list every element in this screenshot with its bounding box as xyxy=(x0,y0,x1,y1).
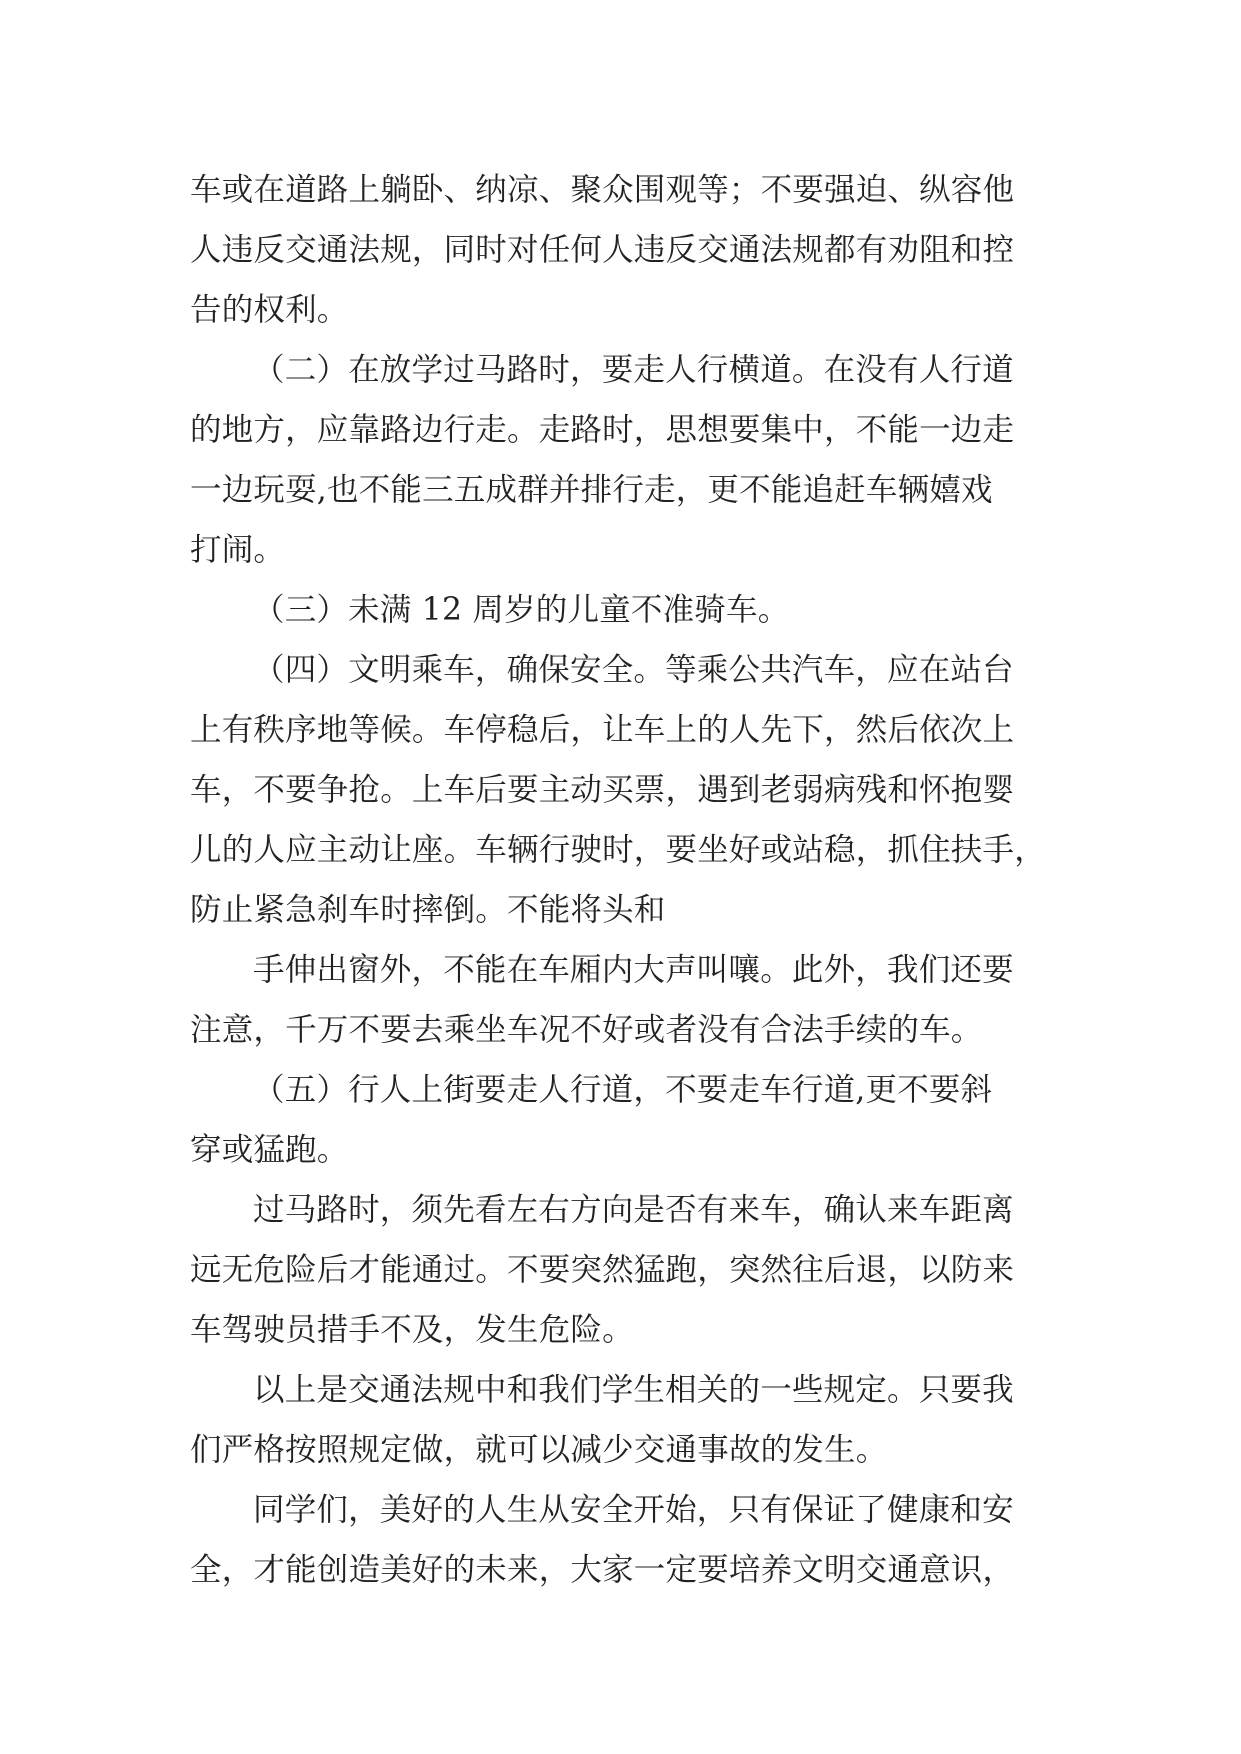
text-line: 打闹。 xyxy=(190,532,286,568)
text-line: 穿或猛跑。 xyxy=(190,1132,349,1168)
text-line: 车驾驶员措手不及，发生危险。 xyxy=(190,1312,634,1348)
text-line: （四）文明乘车，确保安全。等乘公共汽车，应在站台 xyxy=(253,652,1014,688)
document-body xyxy=(190,160,1060,1600)
text-line: 远无危险后才能通过。不要突然猛跑，突然往后退，以防来 xyxy=(190,1252,1015,1288)
text-line: 告的权利。 xyxy=(190,292,349,328)
text-line: 以上是交通法规中和我们学生相关的一些规定。只要我 xyxy=(253,1372,1014,1408)
text-line: 上有秩序地等候。车停稳后，让车上的人先下，然后依次上 xyxy=(190,712,1015,748)
text-line: 同学们，美好的人生从安全开始，只有保证了健康和安 xyxy=(253,1492,1014,1528)
text-line: 过马路时，须先看左右方向是否有来车，确认来车距离 xyxy=(253,1192,1014,1228)
text-line: 车，不要争抢。上车后要主动买票，遇到老弱病残和怀抱婴 xyxy=(190,772,1015,808)
text-line: 的地方，应靠路边行走。走路时，思想要集中，不能一边走 xyxy=(190,412,1015,448)
text-line: （五）行人上街要走人行道，不要走车行道,更不要斜 xyxy=(253,1072,993,1108)
text-line: 一边玩耍,也不能三五成群并排行走，更不能追赶车辆嬉戏 xyxy=(190,472,993,508)
text-line: 人违反交通法规，同时对任何人违反交通法规都有劝阻和控 xyxy=(190,232,1015,268)
text-line: （二）在放学过马路时，要走人行横道。在没有人行道 xyxy=(253,352,1014,388)
text-line: 全，才能创造美好的未来，大家一定要培养文明交通意识， xyxy=(190,1552,1015,1588)
text-line: （三）未满 12 周岁的儿童不准骑车。 xyxy=(253,592,790,628)
text-line: 儿的人应主动让座。车辆行驶时，要坐好或站稳，抓住扶手， xyxy=(190,832,1046,868)
text-line: 手伸出窗外，不能在车厢内大声叫嚷。此外，我们还要 xyxy=(253,952,1014,988)
text-line: 们严格按照规定做，就可以减少交通事故的发生。 xyxy=(190,1432,888,1468)
text-line: 防止紧急刹车时摔倒。不能将头和 xyxy=(190,892,666,928)
text-line: 注意，千万不要去乘坐车况不好或者没有合法手续的车。 xyxy=(190,1012,983,1048)
text-line: 车或在道路上躺卧、纳凉、聚众围观等；不要强迫、纵容他 xyxy=(190,172,1015,208)
